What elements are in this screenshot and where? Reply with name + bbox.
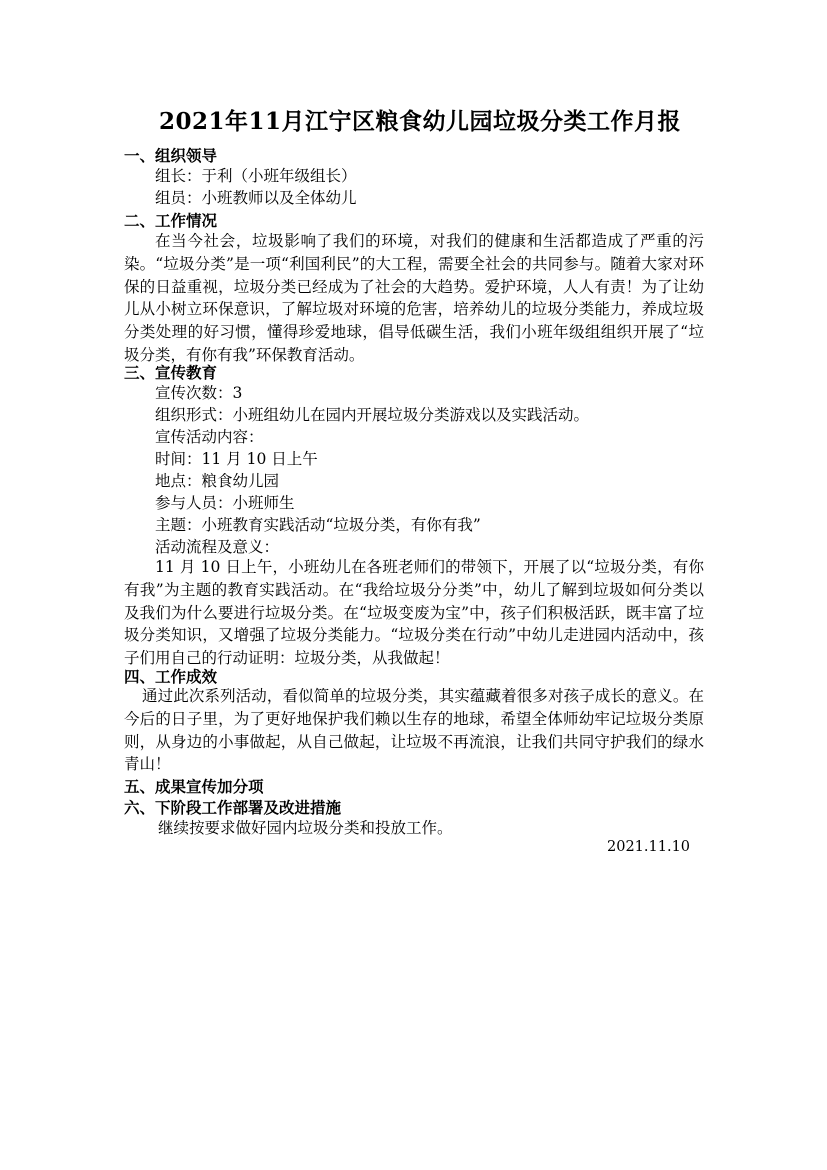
publicity-count: 宣传次数：3 [155,384,243,402]
section-heading-bonus: 五、成果宣传加分项 [124,777,264,796]
activity-participants: 参与人员：小班师生 [155,494,295,512]
next-steps-body: 继续按要求做好园内垃圾分类和投放工作。 [158,819,453,837]
publicity-content-label: 宣传活动内容： [155,428,264,446]
section-heading-results: 四、工作成效 [124,667,218,686]
page-title: 2021年11月江宁区粮食幼儿园垃圾分类工作月报 [158,108,682,135]
section-heading-next-steps: 六、下阶段工作部署及改进措施 [124,798,342,817]
document-date: 2021.11.10 [607,839,691,855]
leader-line: 组长：于利（小班年级组长） [155,167,357,185]
work-status-paragraph: 在当今社会，垃圾影响了我们的环境，对我们的健康和生活都造成了严重的污染。“垃圾分类”是一项“利国利民”的大工程，需要全社会的共同参与。随着大家对环保的日益重视，垃圾分类已经成为了社会的大趋势。爱护环境，人人有责！为了让幼儿从小树立环保意识，了解垃圾对环境的危害，培养幼儿的垃圾分类能力，养成垃圾分类处理的好习惯，懂得珍爱地球，倡导低碳生活，我们小班年级组组织开展了“垃圾分类，有你有我”环保教育活动。 [124,232,704,364]
activity-process-label: 活动流程及意义： [155,538,280,556]
section-heading-organization: 一、组织领导 [124,146,218,165]
section-heading-publicity: 三、宣传教育 [124,363,218,382]
publicity-form: 组织形式：小班组幼儿在园内开展垃圾分类游戏以及实践活动。 [155,406,590,424]
activity-place: 地点：粮食幼儿园 [155,472,280,490]
activity-time: 时间：11 月 10 日上午 [155,450,318,468]
results-paragraph: 通过此次系列活动，看似简单的垃圾分类，其实蕴藏着很多对孩子成长的意义。在今后的日子里，为了更好地保护我们赖以生存的地球，希望全体师幼牢记垃圾分类原则，从身边的小事做起，从自己做起，让垃圾不再流浪，让我们共同守护我们的绿水青山！ [124,687,704,774]
section-heading-work-status: 二、工作情况 [124,211,218,230]
activity-theme: 主题：小班教育实践活动“垃圾分类，有你有我” [155,516,481,534]
activity-process-paragraph: 11 月 10 日上午，小班幼儿在各班老师们的带领下，开展了以“垃圾分类，有你有我”为主题的教育实践活动。在“我给垃圾分分类”中，幼儿了解到垃圾如何分类以及我们为什么要进行垃圾分类。在“垃圾变废为宝”中，孩子们积极活跃，既丰富了垃圾分类知识，又增强了垃圾分类能力。“垃圾分类在行动”中幼儿走进园内活动中，孩子们用自己的行动证明：垃圾分类，从我做起！ [124,558,704,668]
members-line: 组员：小班教师以及全体幼儿 [155,189,357,207]
